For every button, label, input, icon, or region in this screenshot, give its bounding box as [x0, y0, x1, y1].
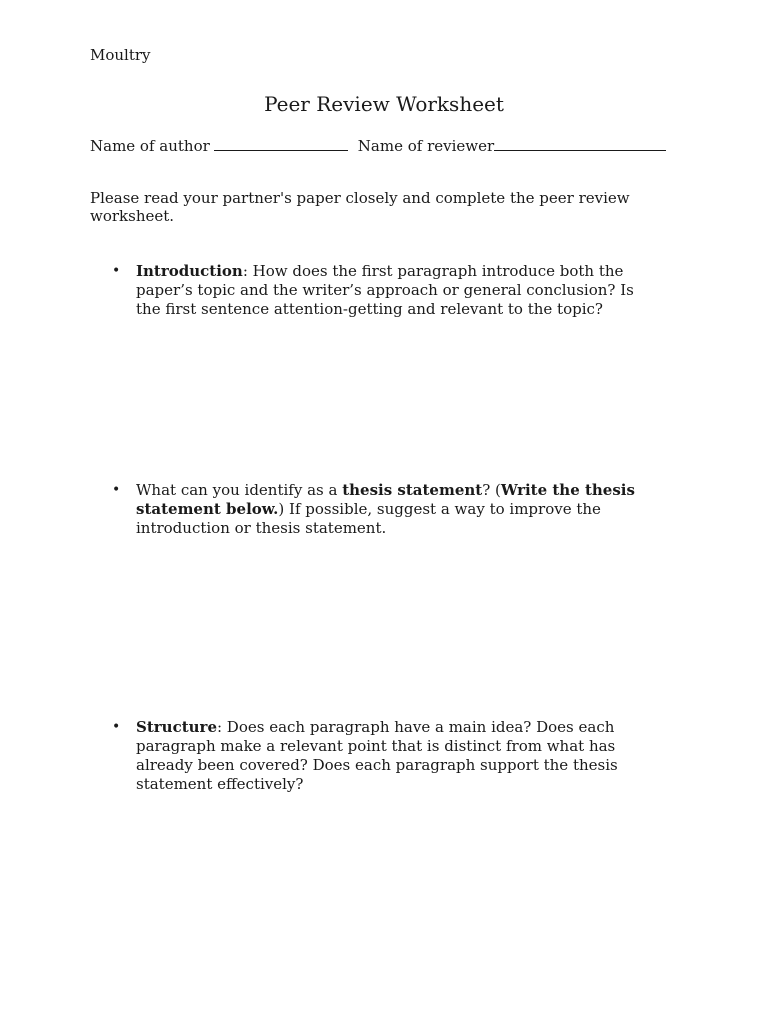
reviewer-label: Name of reviewer — [357, 137, 495, 155]
bullet-icon: • — [112, 263, 121, 279]
question-term: thesis statement — [342, 481, 483, 499]
author-blank-line[interactable] — [214, 135, 348, 151]
author-label: Name of author — [90, 137, 210, 155]
instructions-text: Please read your partner's paper closely and complete the peer review worksheet. — [90, 189, 630, 225]
question-text — [136, 262, 652, 319]
bullet-icon: • — [112, 482, 121, 498]
question-term: Introduction — [136, 262, 243, 280]
question-term: Structure — [136, 718, 217, 736]
question-term-emphasis: Write the thesis statement below. — [136, 481, 635, 518]
page-title: Peer Review Worksheet — [264, 92, 504, 116]
question-text — [136, 481, 652, 538]
question-text — [136, 718, 652, 794]
author-surname: Moultry — [90, 46, 151, 64]
question-thesis — [112, 481, 652, 538]
reviewer-blank-line[interactable] — [494, 135, 666, 151]
names-line — [90, 135, 666, 155]
question-introduction — [112, 262, 652, 319]
question-pre: What can you identify as a — [136, 481, 343, 499]
question-body: : How does the first paragraph introduce both the paper’s topic and the writer’s approach or general conclusion? Is the first sentence attention-getting and relevant to the topic? — [136, 262, 634, 318]
bullet-icon: • — [112, 719, 121, 735]
question-post: ) If possible, suggest a way to improve the introduction or thesis statement. — [136, 500, 601, 537]
question-structure — [112, 718, 652, 794]
question-body: : Does each paragraph have a main idea? Does each paragraph make a relevant point that is distinct from what has already been covered? Does each paragraph support the thesis statement effectively? — [136, 718, 618, 793]
question-mid: ? ( — [482, 481, 501, 499]
